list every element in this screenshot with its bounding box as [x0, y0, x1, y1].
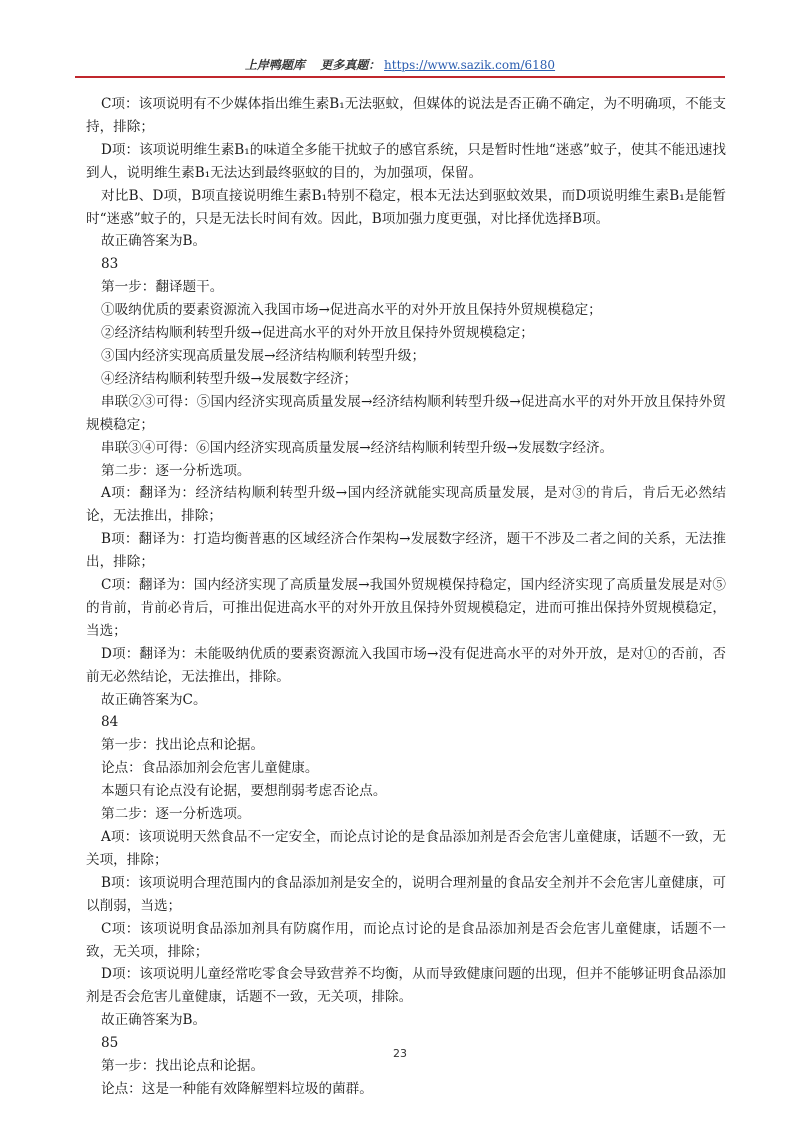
paragraph: 第二步：逐一分析选项。 — [101, 462, 251, 479]
paragraph: 第一步：找出论点和论据。 — [101, 737, 265, 754]
paragraph: 串联②③可得：⑤国内经济实现高质量发展→经济结构顺利转型升级→促进高水平的对外开放且保持外贸规模稳定； — [86, 393, 726, 433]
paragraph: 串联③④可得：⑥国内经济实现高质量发展→经济结构顺利转型升级→发展数字经济。 — [101, 439, 614, 456]
paragraph: ①吸纳优质的要素资源流入我国市场→促进高水平的对外开放且保持外贸规模稳定； — [101, 302, 602, 319]
paragraph: ④经济结构顺利转型升级→发展数字经济； — [101, 370, 358, 387]
page-number: 23 — [393, 1047, 407, 1060]
paragraph: A项：该项说明天然食品不一定安全，而论点讨论的是食品添加剂是否会危害儿童健康，话题不一致，无关项，排除； — [86, 829, 726, 868]
header-url-link[interactable]: https://www.sazik.com/6180 — [384, 58, 556, 72]
paragraph: 85 — [101, 1035, 119, 1052]
paragraph: 对比B、D项，B项直接说明维生素B₁特别不稳定，根本无法达到驱蚊效果，而D项说明维生素B₁是能暂时“迷惑”蚊子的，只是无法长时间有效。因此，B项加强力度更强，对比择优选择B项。 — [86, 187, 726, 227]
paragraph: 第一步：翻译题干。 — [101, 279, 224, 296]
paragraph: B项：翻译为：打造均衡普惠的区域经济合作架构→发展数字经济，题干不涉及二者之间的关系，无法推出，排除； — [86, 531, 726, 571]
header-label: 更多真题： — [320, 58, 381, 72]
paragraph: C项：翻译为：国内经济实现了高质量发展→我国外贸规模保持稳定，国内经济实现了高质量发展是对⑤的肯前，肯前必肯后，可推出促进高水平的对外开放且保持外贸规模稳定，进而可推出保持外贸规模稳定，当选； — [86, 577, 726, 639]
paragraph: 论点：这是一种能有效降解塑料垃圾的菌群。 — [101, 1080, 373, 1097]
paragraph: 故正确答案为B。 — [101, 1012, 207, 1029]
page-header — [0, 56, 800, 73]
paragraph: 论点：食品添加剂会危害儿童健康。 — [101, 760, 319, 777]
paragraph: ②经济结构顺利转型升级→促进高水平的对外开放且保持外贸规模稳定； — [101, 325, 534, 342]
paragraph: 第二步：逐一分析选项。 — [101, 806, 251, 823]
paragraph: A项：翻译为：经济结构顺利转型升级→国内经济就能实现高质量发展，是对③的肯后，肯后无必然结论，无法推出，排除； — [86, 485, 726, 525]
document-body — [86, 93, 726, 1101]
paragraph: C项：该项说明有不少媒体指出维生素B₁无法驱蚊，但媒体的说法是否正确不确定，为不明确项，不能支持，排除； — [86, 96, 726, 135]
header-brand: 上岸鸭题库 — [244, 58, 305, 72]
paragraph: 第一步：找出论点和论据。 — [101, 1058, 265, 1075]
paragraph: 84 — [101, 714, 119, 731]
paragraph: C项：该项说明食品添加剂具有防腐作用，而论点讨论的是食品添加剂是否会危害儿童健康，话题不一致，无关项，排除； — [86, 920, 726, 960]
paragraph: 故正确答案为C。 — [101, 691, 207, 708]
paragraph: D项：翻译为：未能吸纳优质的要素资源流入我国市场→没有促进高水平的对外开放，是对①的否前，否前无必然结论，无法推出，排除。 — [86, 645, 726, 685]
paragraph: ③国内经济实现高质量发展→经济结构顺利转型升级； — [101, 347, 426, 364]
header-divider — [75, 76, 725, 78]
paragraph: 83 — [101, 256, 119, 273]
paragraph: 本题只有论点没有论据，要想削弱考虑否论点。 — [101, 783, 387, 800]
paragraph: B项：该项说明合理范围内的食品添加剂是安全的，说明合理剂量的食品安全剂并不会危害儿童健康，可以削弱，当选； — [86, 874, 726, 914]
paragraph: D项：该项说明儿童经常吃零食会导致营养不均衡，从而导致健康问题的出现，但并不能够证明食品添加剂是否会危害儿童健康，话题不一致，无关项，排除。 — [86, 966, 726, 1006]
paragraph: 故正确答案为B。 — [101, 233, 207, 250]
paragraph: D项：该项说明维生素B₁的味道全多能干扰蚊子的感官系统，只是暂时性地“迷惑”蚊子，使其不能迅速找到人，说明维生素B₁无法达到最终驱蚊的目的，为加强项，保留。 — [86, 141, 726, 181]
